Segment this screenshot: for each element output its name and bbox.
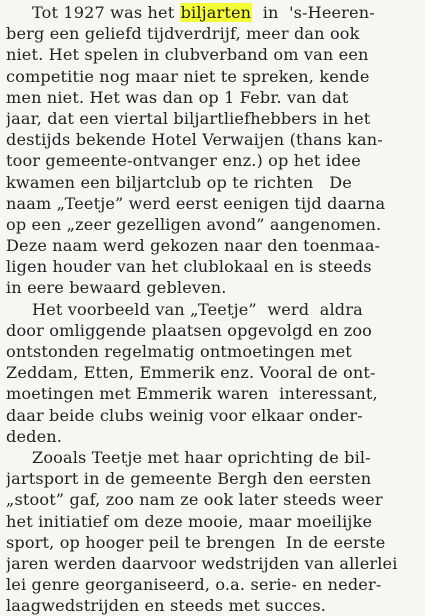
text-segment: Tot 1927 was het: [32, 3, 180, 22]
text-line: kwamen een biljartclub op te richten De: [6, 172, 352, 192]
text-line: Het voorbeeld van „Teetje” werd aldra: [32, 299, 363, 319]
text-line: toor gemeente-ontvanger enz.) op het idee: [6, 151, 361, 171]
text-line: Zeddam, Etten, Emmerik enz. Vooral de ont-: [6, 363, 376, 383]
paragraph: [6, 447, 417, 616]
text-line: op een „zeer gezelligen avond” aangenomen.: [6, 214, 382, 234]
text-line: in eere bewaard gebleven.: [6, 278, 227, 298]
paragraph: [6, 299, 417, 447]
text-line: jaar, dat een viertal biljartliefhebbers in het: [6, 108, 371, 128]
text-line: lei genre georganiseerd, o.a. serie- en neder-: [6, 575, 382, 595]
text-segment: in 's-Heeren-: [252, 3, 375, 22]
text-line: men niet. Het was dan op 1 Febr. van dat: [6, 87, 349, 107]
article-text: [6, 2, 417, 616]
text-line: [6, 2, 417, 23]
highlighted-search-term: biljarten: [180, 3, 252, 22]
text-line: door omliggende plaatsen opgevolgd en zoo: [6, 320, 373, 340]
text-line: berg een geliefd tijdverdrijf, meer dan ook: [6, 24, 360, 44]
text-line: ligen houder van het clublokaal en is steeds: [6, 257, 372, 277]
text-line: jaren werden daarvoor wedstrijden van allerlei: [6, 553, 398, 573]
text-line: het initiatief om deze mooie, maar moeilijke: [6, 511, 373, 531]
text-line: competitie nog maar niet te spreken, kende: [6, 66, 370, 86]
text-line: niet. Het spelen in clubverband om van een: [6, 45, 369, 65]
text-line: Deze naam werd gekozen naar den toenmaa-: [6, 236, 381, 256]
text-line: laagwedstrijden en steeds met succes.: [6, 596, 327, 616]
text-line: moetingen met Emmerik waren interessant,: [6, 384, 378, 404]
text-line: destijds bekende Hotel Verwaijen (thans kan-: [6, 130, 383, 150]
text-line: ontstonden regelmatig ontmoetingen met: [6, 342, 352, 361]
text-line: deden.: [6, 426, 63, 446]
text-line: Zooals Teetje met haar oprichting de bil-: [32, 447, 371, 467]
paragraph: [6, 2, 417, 299]
text-line: sport, op hooger peil te brengen In de eerste: [6, 532, 386, 552]
text-line: „stoot” gaf, zoo nam ze ook later steeds weer: [6, 490, 383, 510]
text-line: daar beide clubs weinig voor elkaar onder-: [6, 405, 363, 425]
text-line: naam „Teetje” werd eerst eenigen tijd daarna: [6, 193, 386, 213]
text-line: jartsport in de gemeente Bergh den eersten: [6, 469, 372, 489]
